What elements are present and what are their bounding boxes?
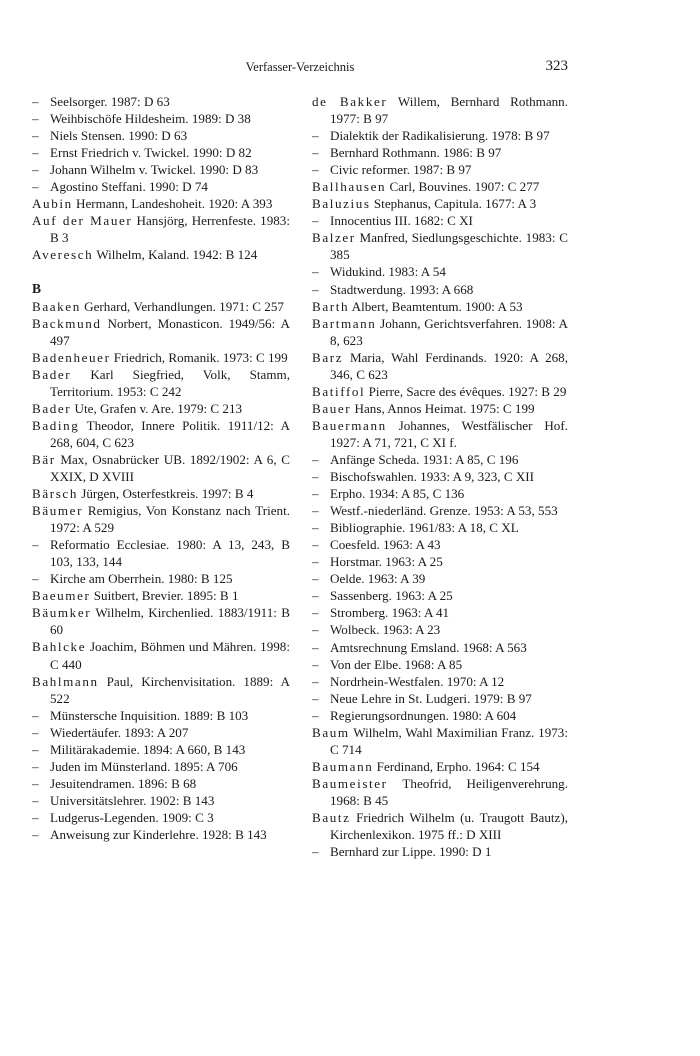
- entry-text: Widukind. 1983: A 54: [330, 264, 446, 280]
- index-subentry: [312, 212, 568, 229]
- dash-marker: –: [312, 451, 319, 467]
- entry-text: Ernst Friedrich v. Twickel. 1990: D 82: [50, 145, 252, 161]
- index-subentry: [32, 161, 290, 178]
- dash-marker: –: [312, 673, 319, 689]
- dash-marker: –: [32, 145, 39, 161]
- running-title: Verfasser-Verzeichnis: [245, 60, 355, 74]
- author-surname: Baluzius: [312, 196, 371, 212]
- dash-marker: –: [312, 588, 319, 604]
- author-surname: Barth: [312, 298, 350, 314]
- dash-marker: –: [312, 690, 319, 706]
- author-surname: Batiffol: [312, 383, 366, 399]
- dash-marker: –: [32, 775, 39, 791]
- entry-text: Pierre, Sacre des évêques. 1927: B 29: [365, 383, 567, 399]
- dash-marker: –: [32, 94, 39, 109]
- dash-marker: –: [312, 571, 319, 587]
- dash-marker: –: [32, 111, 39, 127]
- author-surname: Averesch: [32, 247, 94, 263]
- author-surname: Bärsch: [32, 486, 78, 502]
- entry-text: Wilhelm, Kaland. 1942: B 124: [93, 247, 258, 263]
- index-column-left: [32, 93, 290, 843]
- dash-marker: –: [312, 162, 319, 178]
- entry-text: Münstersche Inquisition. 1889: B 103: [50, 707, 249, 723]
- entry-text: Gerhard, Verhandlungen. 1971: C 257: [80, 298, 284, 314]
- entry-text: Johannes, Westfälischer Hof. 1927: A 71, 721, C XI f.: [330, 417, 568, 450]
- entry-text: Sassenberg. 1963: A 25: [330, 588, 453, 604]
- index-entry: [32, 673, 290, 707]
- entry-text: Ludgerus-Legenden. 1909: C 3: [50, 809, 214, 825]
- author-surname: Bär: [32, 451, 56, 467]
- entry-text: Neue Lehre in St. Ludgeri. 1979: B 97: [330, 690, 532, 706]
- entry-text: Militärakademie. 1894: A 660, B 143: [50, 741, 246, 757]
- index-entry: [32, 212, 290, 246]
- index-subentry: [32, 809, 290, 826]
- dash-marker: –: [32, 724, 39, 740]
- index-entry: [312, 195, 568, 212]
- index-subentry: [312, 604, 568, 621]
- index-entry: [32, 485, 290, 502]
- dash-marker: –: [32, 758, 39, 774]
- entry-text: Wiedertäufer. 1893: A 207: [50, 724, 189, 740]
- dash-marker: –: [32, 809, 39, 825]
- entry-text: Bernhard zur Lippe. 1990: D 1: [330, 844, 492, 860]
- index-subentry: [312, 553, 568, 570]
- index-subentry: [32, 110, 290, 127]
- entry-text: Wilhelm, Wahl Maximilian Franz. 1973: C 714: [330, 724, 568, 757]
- author-surname: Bauermann: [312, 417, 387, 433]
- index-subentry: [312, 536, 568, 553]
- index-entry: [32, 315, 290, 349]
- index-subentry: [32, 826, 290, 843]
- author-surname: Badenheuer: [32, 349, 111, 365]
- author-surname: Bading: [32, 417, 80, 433]
- entry-text: Max, Osnabrücker UB. 1892/1902: A 6, C XXIX, D XVIII: [50, 451, 290, 484]
- author-surname: Bartmann: [312, 315, 377, 331]
- entry-text: Kirche am Oberrhein. 1980: B 125: [50, 571, 233, 587]
- entry-text: Oelde. 1963: A 39: [330, 571, 426, 587]
- index-subentry: [312, 144, 568, 161]
- index-subentry: [32, 127, 290, 144]
- entry-text: Suitbert, Brevier. 1895: B 1: [90, 588, 239, 604]
- index-subentry: [32, 775, 290, 792]
- author-surname: Bäumer: [32, 503, 84, 519]
- dash-marker: –: [312, 486, 319, 502]
- running-head: [32, 58, 568, 76]
- dash-marker: –: [312, 281, 319, 297]
- dash-marker: –: [312, 503, 319, 519]
- index-subentry: [312, 707, 568, 724]
- index-entry: [312, 349, 568, 383]
- index-subentry: [312, 621, 568, 638]
- entry-text: Jesuitendramen. 1896: B 68: [50, 775, 197, 791]
- entry-text: Horstmar. 1963: A 25: [330, 554, 443, 570]
- index-subentry: [312, 161, 568, 178]
- entry-text: Nordrhein-Westfalen. 1970: A 12: [330, 673, 505, 689]
- index-subentry: [32, 178, 290, 195]
- entry-text: Dialektik der Radikalisierung. 1978: B 97: [330, 128, 550, 144]
- index-entry: [32, 400, 290, 417]
- entry-text: Paul, Kirchenvisitation. 1889: A 522: [50, 673, 290, 706]
- index-entry: [312, 724, 568, 758]
- index-subentry: [312, 263, 568, 280]
- author-surname: Bader: [32, 366, 72, 382]
- index-entry: [312, 758, 568, 775]
- entry-text: Karl Siegfried, Volk, Stamm, Territorium. 1953: C 242: [50, 366, 290, 399]
- dash-marker: –: [312, 639, 319, 655]
- index-subentry: [312, 587, 568, 604]
- dash-marker: –: [32, 162, 39, 178]
- index-subentry: [32, 707, 290, 724]
- index-subentry: [312, 485, 568, 502]
- entry-text: Jürgen, Osterfestkreis. 1997: B 4: [77, 486, 254, 502]
- index-entry: [32, 366, 290, 400]
- author-surname: Baaken: [32, 298, 81, 314]
- index-entry: [32, 604, 290, 638]
- entry-text: Joachim, Böhmen und Mähren. 1998: C 440: [50, 639, 290, 672]
- author-surname: Bautz: [312, 809, 351, 825]
- index-subentry: [312, 281, 568, 298]
- index-subentry: [32, 792, 290, 809]
- dash-marker: –: [32, 179, 39, 195]
- entry-text: Weihbischöfe Hildesheim. 1989: D 38: [50, 111, 251, 127]
- dash-marker: –: [32, 707, 39, 723]
- section-letter-heading: B: [32, 281, 42, 297]
- entry-text: Johann Wilhelm v. Twickel. 1990: D 83: [50, 162, 259, 178]
- author-surname: Ballhausen: [312, 179, 387, 195]
- index-subentry: [32, 570, 290, 587]
- index-subentry: [32, 93, 290, 110]
- author-surname: Bauer: [312, 400, 352, 416]
- index-subentry: [312, 468, 568, 485]
- index-entry: [32, 195, 290, 212]
- entry-text: Ute, Grafen v. Are. 1979: C 213: [71, 400, 243, 416]
- index-subentry: [312, 843, 568, 860]
- index-subentry: [312, 570, 568, 587]
- entry-text: Theodor, Innere Politik. 1911/12: A 268, 604, C 623: [50, 417, 290, 450]
- page-number: 323: [545, 58, 568, 74]
- dash-marker: –: [32, 826, 39, 842]
- entry-text: Seelsorger. 1987: D 63: [50, 94, 170, 109]
- dash-marker: –: [312, 213, 319, 229]
- entry-text: Willem, Bernhard Rothmann. 1977: B 97: [330, 94, 568, 127]
- dash-marker: –: [312, 520, 319, 536]
- entry-text: Norbert, Monasticon. 1949/56: A 497: [50, 315, 290, 348]
- author-surname: Aubin: [32, 196, 73, 212]
- index-entry: [312, 178, 568, 195]
- entry-text: Juden im Münsterland. 1895: A 706: [50, 758, 238, 774]
- entry-text: Hermann, Landeshoheit. 1920: A 393: [72, 196, 273, 212]
- author-surname: Baumann: [312, 758, 374, 774]
- entry-text: Remigius, Von Konstanz nach Trient. 1972: A 529: [50, 503, 290, 536]
- dash-marker: –: [32, 571, 39, 587]
- dash-marker: –: [312, 554, 319, 570]
- entry-text: Von der Elbe. 1968: A 85: [330, 656, 463, 672]
- dash-marker: –: [32, 792, 39, 808]
- entry-text: Civic reformer. 1987: B 97: [330, 162, 472, 178]
- dash-marker: –: [312, 537, 319, 553]
- dash-marker: –: [312, 622, 319, 638]
- entry-text: Albert, Beamtentum. 1900: A 53: [349, 298, 523, 314]
- author-surname: Auf der Mauer: [32, 213, 133, 229]
- entry-text: Stephanus, Capitula. 1677: A 3: [370, 196, 537, 212]
- entry-text: Stadtwerdung. 1993: A 668: [330, 281, 474, 297]
- entry-text: Anfänge Scheda. 1931: A 85, C 196: [330, 451, 519, 467]
- index-subentry: [312, 451, 568, 468]
- index-subentry: [312, 690, 568, 707]
- index-column-right: [312, 93, 568, 860]
- dash-marker: –: [312, 264, 319, 280]
- author-surname: de Bakker: [312, 94, 388, 109]
- author-surname: Baumeister: [312, 775, 388, 791]
- index-entry: [312, 93, 568, 127]
- index-subentry: [312, 656, 568, 673]
- entry-text: Ferdinand, Erpho. 1964: C 154: [373, 758, 540, 774]
- index-subentry: [32, 536, 290, 570]
- entry-text: Coesfeld. 1963: A 43: [330, 537, 441, 553]
- dash-marker: –: [312, 128, 319, 144]
- index-entry: [32, 417, 290, 451]
- index-entry: [312, 417, 568, 451]
- entry-text: Theofrid, Heiligenverehrung. 1968: B 45: [330, 775, 568, 808]
- author-surname: Bader: [32, 400, 72, 416]
- entry-text: Niels Stensen. 1990: D 63: [50, 128, 188, 144]
- index-entry: [312, 400, 568, 417]
- index-subentry: [312, 519, 568, 536]
- entry-text: Amtsrechnung Emsland. 1968: A 563: [330, 639, 527, 655]
- entry-text: Reformatio Ecclesiae. 1980: A 13, 243, B 103, 133, 144: [50, 537, 290, 570]
- index-entry: [312, 298, 568, 315]
- dash-marker: –: [32, 537, 39, 553]
- entry-text: Anweisung zur Kinderlehre. 1928: B 143: [50, 826, 267, 842]
- author-surname: Backmund: [32, 315, 102, 331]
- entry-text: Bernhard Rothmann. 1986: B 97: [330, 145, 502, 161]
- index-subentry: [312, 639, 568, 656]
- author-surname: Baum: [312, 724, 350, 740]
- entry-text: Westf.-niederländ. Grenze. 1953: A 53, 553: [330, 503, 558, 519]
- index-entry: [312, 383, 568, 400]
- index-subentry: [32, 741, 290, 758]
- index-subentry: [32, 758, 290, 775]
- dash-marker: –: [32, 128, 39, 144]
- entry-text: Johann, Gerichtsverfahren. 1908: A 8, 623: [330, 315, 568, 348]
- index-subentry: [312, 673, 568, 690]
- dash-marker: –: [312, 656, 319, 672]
- entry-text: Bibliographie. 1961/83: A 18, C XL: [330, 520, 519, 536]
- index-entry: [32, 638, 290, 672]
- index-subentry: [32, 724, 290, 741]
- dash-marker: –: [312, 469, 319, 485]
- index-entry: [312, 315, 568, 349]
- entry-text: Wilhelm, Kirchenlied. 1883/1911: B 60: [50, 605, 290, 638]
- entry-text: Maria, Wahl Ferdinands. 1920: A 268, 346, C 623: [330, 349, 568, 382]
- entry-text: Hans, Annos Heimat. 1975: C 199: [351, 400, 535, 416]
- index-entry: [32, 451, 290, 485]
- author-surname: Balzer: [312, 230, 356, 246]
- index-entry: [32, 246, 290, 263]
- entry-text: Universitätslehrer. 1902: B 143: [50, 792, 215, 808]
- entry-text: Friedrich, Romanik. 1973: C 199: [110, 349, 288, 365]
- author-surname: Baeumer: [32, 588, 91, 604]
- index-entry: [312, 229, 568, 263]
- index-entry: [312, 809, 568, 843]
- entry-text: Agostino Steffani. 1990: D 74: [50, 179, 208, 195]
- entry-text: Stromberg. 1963: A 41: [330, 605, 450, 621]
- index-entry: [32, 587, 290, 604]
- index-entry: [32, 502, 290, 536]
- entry-text: Wolbeck. 1963: A 23: [330, 622, 441, 638]
- index-subentry: [32, 144, 290, 161]
- index-subentry: [312, 502, 568, 519]
- entry-text: Erpho. 1934: A 85, C 136: [330, 486, 465, 502]
- index-subentry: [312, 127, 568, 144]
- index-entry: [32, 349, 290, 366]
- author-surname: Bahlmann: [32, 673, 99, 689]
- entry-text: Carl, Bouvines. 1907: C 277: [386, 179, 540, 195]
- author-surname: Barz: [312, 349, 344, 365]
- dash-marker: –: [312, 145, 319, 161]
- entry-text: Friedrich Wilhelm (u. Traugott Bautz), Kirchenlexikon. 1975 ff.: D XIII: [330, 809, 568, 843]
- entry-text: Bischofswahlen. 1933: A 9, 323, C XII: [330, 469, 535, 485]
- index-entry: [312, 775, 568, 809]
- dash-marker: –: [312, 844, 319, 860]
- author-surname: Bäumker: [32, 605, 92, 621]
- entry-text: Regierungsordnungen. 1980: A 604: [330, 707, 517, 723]
- entry-text: Innocentius III. 1682: C XI: [330, 213, 473, 229]
- dash-marker: –: [32, 741, 39, 757]
- entry-text: Manfred, Siedlungsgeschichte. 1983: C 385: [330, 230, 568, 263]
- dash-marker: –: [312, 605, 319, 621]
- entry-text: Hansjörg, Herrenfeste. 1983: B 3: [50, 213, 290, 246]
- author-surname: Bahlcke: [32, 639, 87, 655]
- index-entry: [32, 298, 290, 315]
- dash-marker: –: [312, 707, 319, 723]
